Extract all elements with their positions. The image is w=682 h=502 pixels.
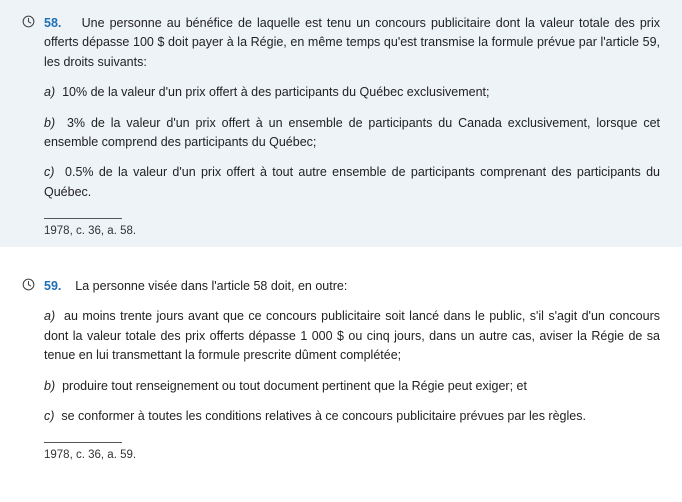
history-clock-icon[interactable]: [22, 15, 35, 28]
article-59-paragraph-b: [22, 377, 660, 396]
article-59-lead-text: La personne visée dans l'article 58 doit, en outre:: [75, 279, 348, 293]
article-58-head: [22, 14, 660, 72]
paragraph-text: au moins trente jours avant que ce concours publicitaire soit lancé dans le public, s'il s'agit d'un concours dont la valeur totale des prix offerts dépasse 1 000 $ ou cinq jours, dans un autre cas, aviser la Régie de sa tenue en lui transmettant la formule prescrite dûment complétée;: [44, 309, 661, 363]
article-58-paragraph-b: [22, 114, 660, 153]
paragraph-label: b): [44, 378, 56, 393]
article-59: [0, 263, 682, 471]
article-59-head: [22, 277, 660, 296]
paragraph-text: 0.5% de la valeur d'un prix offert à tout autre ensemble de participants comprenant des participants du Québec.: [44, 165, 660, 199]
article-58-lead: [44, 14, 660, 72]
paragraph-text: se conformer à toutes les conditions relatives à ce concours publicitaire prévues par les règles.: [61, 408, 586, 423]
article-58-paragraph-a: [22, 83, 660, 102]
article-58: [0, 0, 682, 247]
paragraph-label: a): [44, 85, 56, 100]
article-58-lead-text: Une personne au bénéfice de laquelle est tenu un concours publicitaire dont la valeur totale des prix offerts dépasse 100 $ doit payer à la Régie, en même temps qu'est transmise la formule prévue par l'article 59, les droits suivants:: [44, 16, 660, 69]
paragraph-text: produire tout renseignement ou tout document pertinent que la Régie peut exiger; et: [62, 378, 527, 393]
article-59-paragraph-a: [22, 307, 660, 365]
article-59-number: 59.: [44, 279, 62, 293]
source-divider: [44, 442, 122, 443]
paragraph-label: a): [44, 309, 56, 324]
paragraph-label: c): [44, 165, 55, 180]
article-58-number: 58.: [44, 16, 62, 30]
article-58-paragraph-c: [22, 163, 660, 202]
article-59-source: 1978, c. 36, a. 59.: [44, 449, 137, 462]
paragraph-label: c): [44, 408, 55, 423]
paragraph-label: b): [44, 115, 56, 130]
article-58-source: 1978, c. 36, a. 58.: [44, 225, 137, 237]
article-59-lead: [44, 277, 660, 296]
paragraph-text: 10% de la valeur d'un prix offert à des participants du Québec exclusivement;: [62, 85, 490, 100]
article-separator: [0, 247, 682, 263]
article-59-paragraph-c: [22, 407, 660, 426]
history-clock-icon[interactable]: [22, 278, 35, 291]
paragraph-text: 3% de la valeur d'un prix offert à un ensemble de participants du Canada exclusivement, lorsque cet ensemble comprend des participants du Québec;: [44, 115, 660, 149]
source-divider: [44, 218, 122, 219]
